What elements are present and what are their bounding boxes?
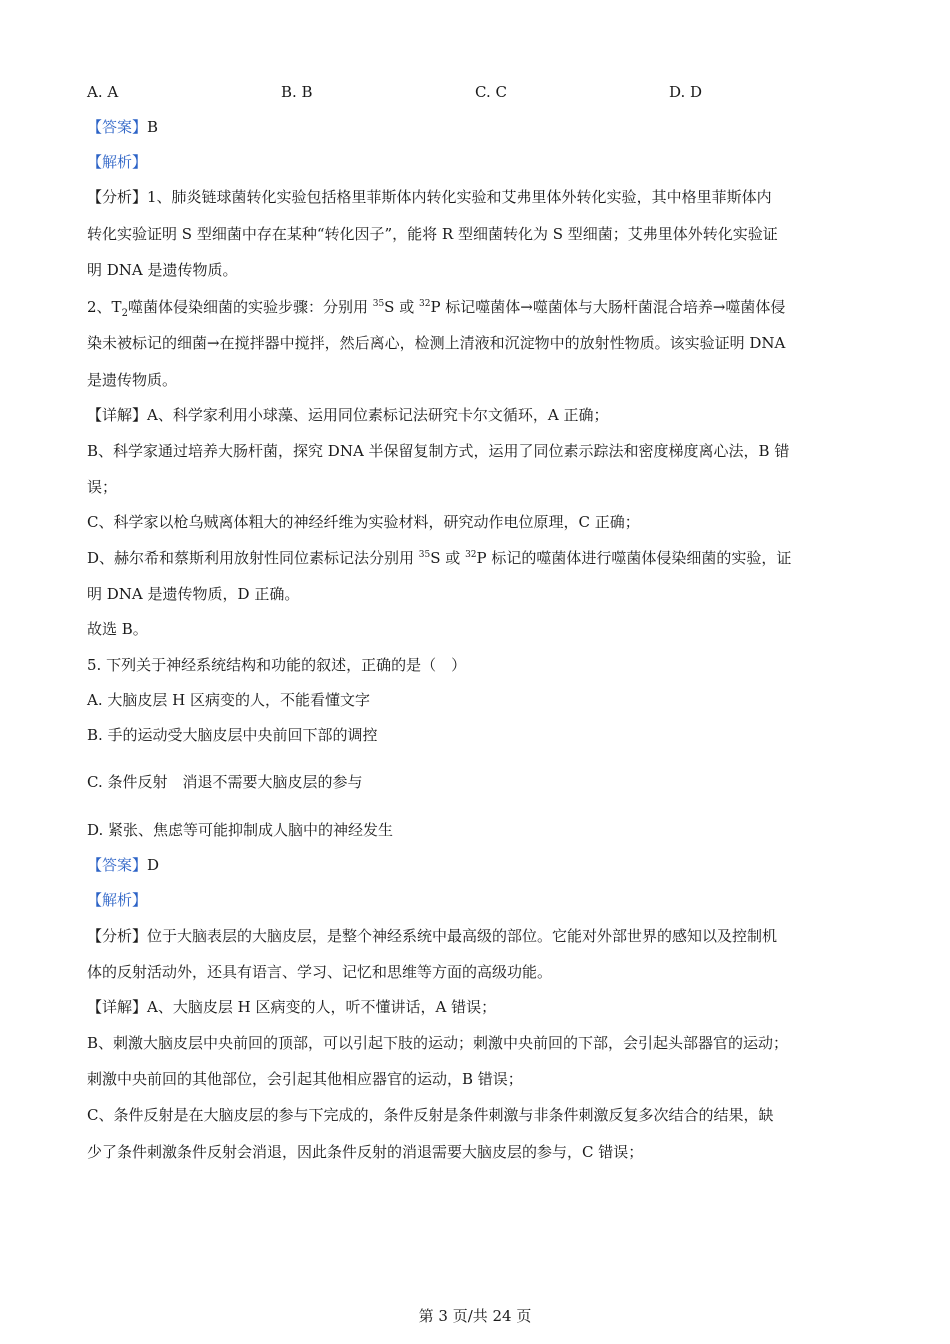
fenxi-text: 1、肺炎链球菌转化实验包括格里菲斯体内转化实验和艾弗里体外转化实验，其中格里菲斯体内 — [147, 188, 772, 206]
superscript: 35 — [372, 299, 385, 309]
q5-detail-c-1: C、条件反射是在大脑皮层的参与下完成的，条件反射是条件刺激与非条件刺激反复多次结合的结果，缺 — [87, 1106, 774, 1124]
q4-fenxi-line-5: 染未被标记的细菌→在搅拌器中搅拌，然后离心，检测上清液和沉淀物中的放射性物质。该实验证明 DNA — [87, 334, 786, 352]
fenxi-tag: 【分析】 — [87, 927, 148, 945]
superscript: 35 — [418, 550, 431, 560]
q4-answer — [87, 117, 158, 137]
q4-detail-b-2: 误； — [87, 478, 118, 496]
q5-detail-b-1: B、刺激大脑皮层中央前回的顶部，可以引起下肢的运动；刺激中央前回的下部，会引起头部器官的运动； — [87, 1034, 789, 1052]
q4-jiexi — [87, 152, 147, 172]
q4-fenxi-line-6: 是遗传物质。 — [87, 371, 178, 389]
q4-conclusion: 故选 B。 — [87, 620, 148, 638]
answer-value: D — [147, 856, 160, 874]
q5-option-c: C. 条件反射 消退不需要大脑皮层的参与 — [87, 773, 363, 791]
q4-detail-c: C、科学家以枪乌贼离体粗大的神经纤维为实验材料，研究动作电位原理，C 正确； — [87, 513, 640, 531]
q5-fenxi-line-2: 体的反射活动外，还具有语言、学习、记忆和思维等方面的高级功能。 — [87, 963, 553, 981]
answer-value: B — [147, 118, 159, 136]
text: 噬菌体侵染细菌的实验步骤：分别用 — [127, 298, 373, 316]
q5-option-a: A. 大脑皮层 H 区病变的人，不能看懂文字 — [87, 691, 370, 709]
detail-text: A、科学家利用小球藻、运用同位素标记法研究卡尔文循环，A 正确； — [147, 406, 609, 424]
text: S 或 — [430, 549, 466, 567]
answer-tag: 【答案】 — [87, 856, 148, 874]
q5-option-b: B. 手的运动受大脑皮层中央前回下部的调控 — [87, 726, 378, 744]
text: S 或 — [384, 298, 419, 316]
subscript: 2 — [121, 308, 128, 319]
jiexi-tag: 【解析】 — [87, 153, 148, 171]
q5-answer — [87, 855, 159, 875]
xiangjie-tag: 【详解】 — [87, 406, 148, 424]
q4-fenxi-line-1 — [87, 187, 772, 207]
jiexi-tag: 【解析】 — [87, 891, 148, 909]
answer-tag: 【答案】 — [87, 118, 148, 136]
text: P 标记的噬菌体进行噬菌体侵染细菌的实验，证 — [476, 549, 792, 567]
superscript: 32 — [465, 550, 477, 560]
q5-stem: 5. 下列关于神经系统结构和功能的叙述，正确的是（ ） — [87, 656, 467, 674]
q5-detail-b-2: 刺激中央前回的其他部位，会引起其他相应器官的运动，B 错误； — [87, 1070, 523, 1088]
q5-detail-a — [87, 997, 496, 1017]
superscript: 32 — [418, 299, 431, 309]
q4-fenxi-line-2: 转化实验证明 S 型细菌中存在某种“转化因子”，能将 R 型细菌转化为 S 型细菌；艾弗里体外转化实验证 — [87, 225, 778, 243]
q5-jiexi — [87, 890, 147, 910]
text: P 标记噬菌体→噬菌体与大肠杆菌混合培养→噬菌体侵 — [430, 298, 786, 316]
q4-detail-b-1: B、科学家通过培养大肠杆菌，探究 DNA 半保留复制方式，运用了同位素示踪法和密度梯度离心法，B 错 — [87, 442, 790, 460]
option-b: B. B — [281, 83, 313, 101]
q4-detail-d-1 — [87, 548, 791, 568]
q4-fenxi-line-3: 明 DNA 是遗传物质。 — [87, 261, 238, 279]
xiangjie-tag: 【详解】 — [87, 998, 148, 1016]
q4-detail-d-2: 明 DNA 是遗传物质，D 正确。 — [87, 585, 300, 603]
text: D、赫尔希和蔡斯利用放射性同位素标记法分别用 — [87, 549, 419, 567]
option-c: C. C — [475, 83, 507, 101]
option-d: D. D — [669, 83, 703, 101]
text: 2、T — [87, 298, 122, 316]
q5-detail-c-2: 少了条件刺激条件反射会消退，因此条件反射的消退需要大脑皮层的参与，C 错误； — [87, 1143, 644, 1161]
detail-text: A、大脑皮层 H 区病变的人，听不懂讲话，A 错误； — [147, 998, 497, 1016]
fenxi-text: 位于大脑表层的大脑皮层，是整个神经系统中最高级的部位。它能对外部世界的感知以及控制机 — [147, 927, 778, 945]
page-number: 第 3 页/共 24 页 — [418, 1307, 532, 1325]
q5-option-d: D. 紧张、焦虑等可能抑制成人脑中的神经发生 — [87, 821, 394, 839]
q4-fenxi-line-4 — [87, 297, 785, 317]
option-a: A. A — [87, 83, 119, 101]
fenxi-tag: 【分析】 — [87, 188, 148, 206]
q4-detail-a — [87, 405, 608, 425]
q5-fenxi-line-1 — [87, 926, 777, 946]
